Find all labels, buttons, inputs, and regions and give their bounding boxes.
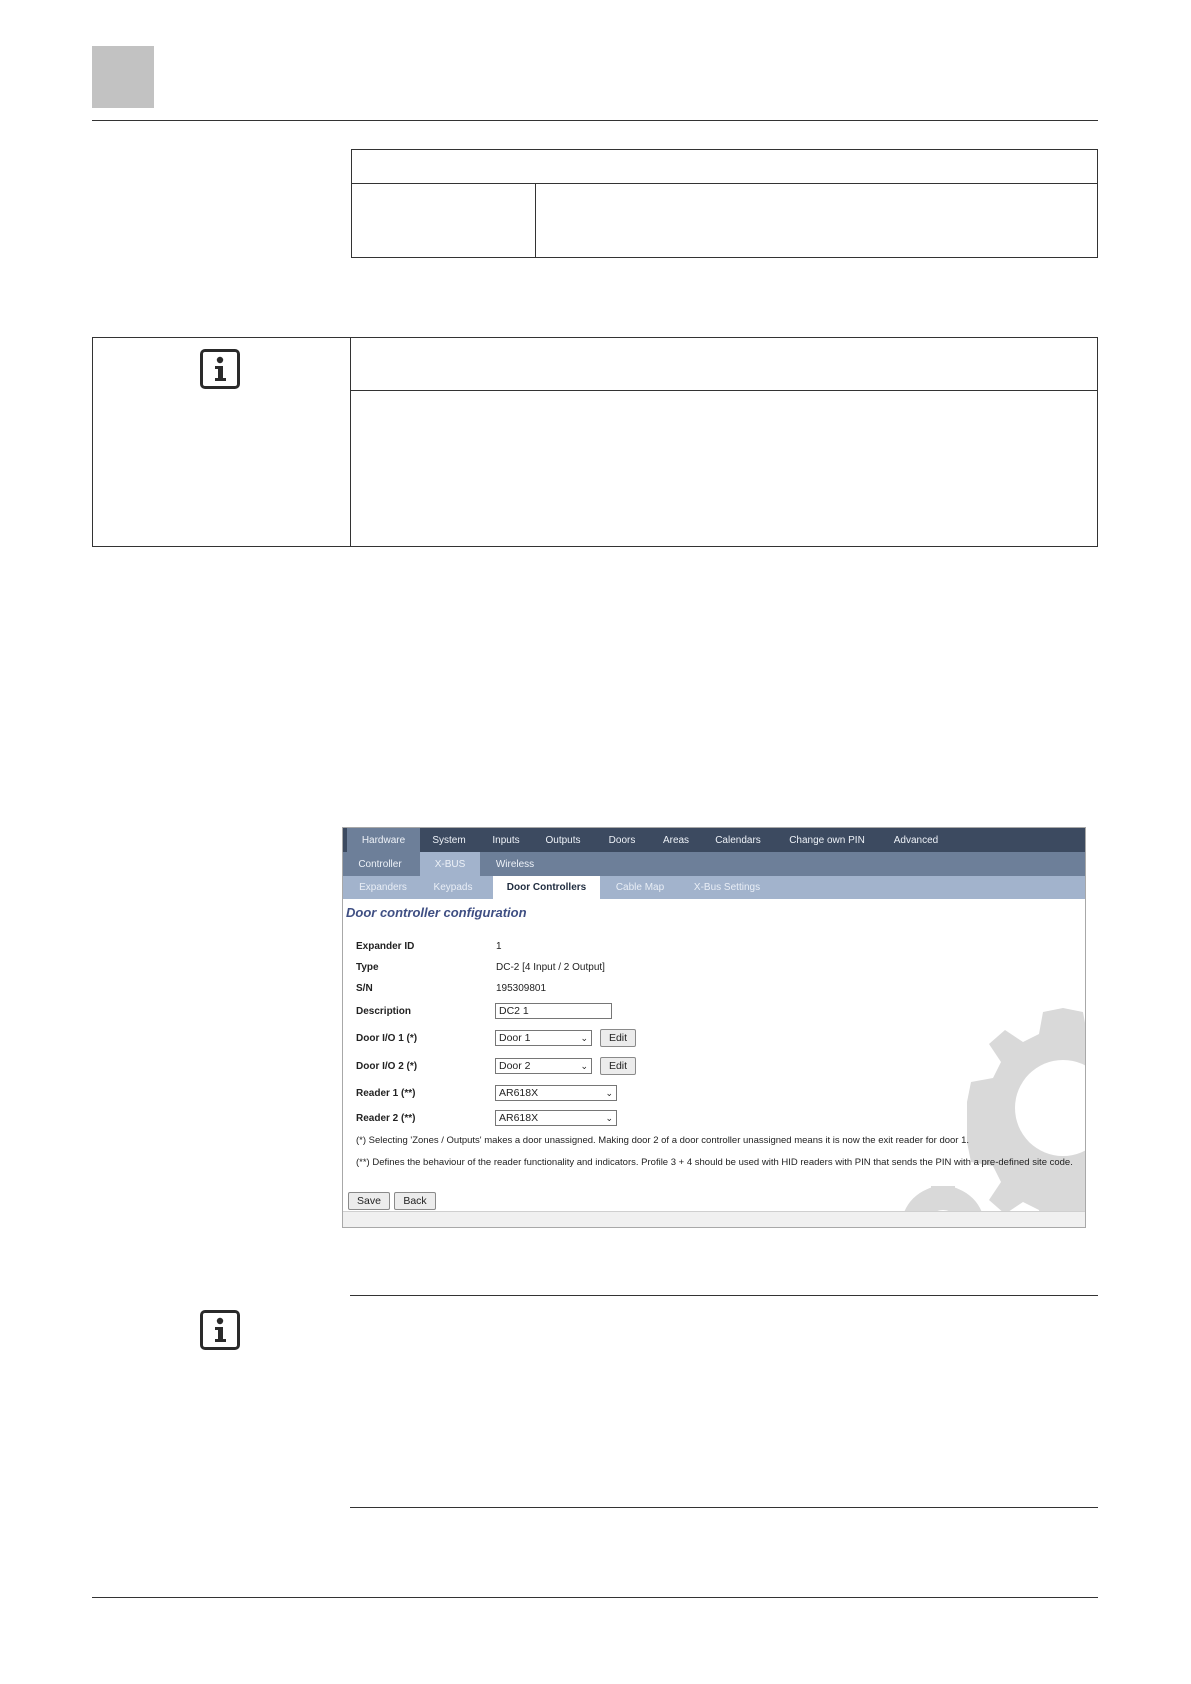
tab-system[interactable]: System [432,834,466,846]
gear-watermark-icon [883,1008,1086,1228]
tab-outputs[interactable]: Outputs [545,834,581,846]
door-io1-label: Door I/O 1 (*) [356,1033,418,1044]
expander-id-value: 1 [496,941,502,952]
chevron-down-icon: ⌄ [605,1113,613,1123]
sn-label: S/N [356,983,373,994]
header-rule [92,120,1098,121]
screenshot-footer-bar [343,1211,1085,1228]
page-title: Door controller configuration [346,905,527,920]
tab-x-bus-settings[interactable]: X-Bus Settings [693,882,761,893]
tab-doors[interactable]: Doors [608,834,636,846]
door-io2-edit-button[interactable]: Edit [600,1057,636,1075]
tab-advanced[interactable]: Advanced [893,834,939,846]
note-reader-profile: (**) Defines the behaviour of the reader functionality and indicators. Profile 3 + 4 should be used with HID readers with PIN that sends the PIN with a pre-defined site code. [356,1157,1073,1168]
info-table [92,337,1098,547]
description-input[interactable]: DC2 1 [495,1003,612,1019]
tab-hardware[interactable]: Hardware [347,828,420,852]
tab-controller[interactable]: Controller [358,858,402,870]
info-table-row-divider [350,390,1098,391]
reader2-value: AR618X [499,1112,539,1124]
tab-change-own-pin[interactable]: Change own PIN [789,834,865,846]
chevron-down-icon: ⌄ [580,1033,588,1043]
chevron-down-icon: ⌄ [580,1061,588,1071]
reader2-label: Reader 2 (**) [356,1113,416,1124]
door-io1-value: Door 1 [499,1032,531,1044]
door-controller-screenshot [342,827,1086,1228]
info-icon [200,1310,240,1350]
tab-wireless[interactable]: Wireless [495,858,535,870]
door-io1-edit-button[interactable]: Edit [600,1029,636,1047]
door-io2-value: Door 2 [499,1060,531,1072]
tab-cable-map[interactable]: Cable Map [615,882,665,893]
back-button[interactable]: Back [394,1192,436,1210]
reader1-select[interactable] [495,1085,617,1101]
description-label: Description [356,1006,412,1017]
tab-x-bus[interactable]: X-BUS [420,852,480,876]
chevron-down-icon: ⌄ [605,1088,613,1098]
type-label: Type [356,962,379,973]
door-io1-select[interactable] [495,1030,592,1046]
sn-value: 195309801 [496,983,547,994]
type-value: DC-2 [4 Input / 2 Output] [496,962,605,973]
door-io2-select[interactable] [495,1058,592,1074]
tab-inputs[interactable]: Inputs [492,834,520,846]
door-io2-label: Door I/O 2 (*) [356,1061,418,1072]
reader2-select[interactable] [495,1110,617,1126]
sub-nav-2 [343,876,1085,899]
tab-door-controllers[interactable]: Door Controllers [493,876,600,899]
chapter-marker [92,46,154,108]
note-zones-outputs: (*) Selecting 'Zones / Outputs' makes a door unassigned. Making door 2 of a door controller unassigned means it is now the exit reader for door 1. [356,1135,970,1146]
info-icon [200,349,240,389]
save-button[interactable]: Save [348,1192,390,1210]
footer-rule [92,1597,1098,1598]
tab-calendars[interactable]: Calendars [715,834,761,846]
top-table-row-divider [351,183,1098,184]
top-table [351,149,1098,258]
note-top-rule [350,1295,1098,1296]
tab-keypads[interactable]: Keypads [433,882,473,893]
expander-id-label: Expander ID [356,941,415,952]
sub-nav [343,852,1085,876]
main-nav [343,828,1085,852]
reader1-label: Reader 1 (**) [356,1088,416,1099]
tab-expanders[interactable]: Expanders [359,882,407,893]
tab-areas[interactable]: Areas [662,834,690,846]
top-table-col-divider [535,183,536,258]
reader1-value: AR618X [499,1087,539,1099]
info-table-col-divider [350,337,351,547]
note-bottom-rule [350,1507,1098,1508]
